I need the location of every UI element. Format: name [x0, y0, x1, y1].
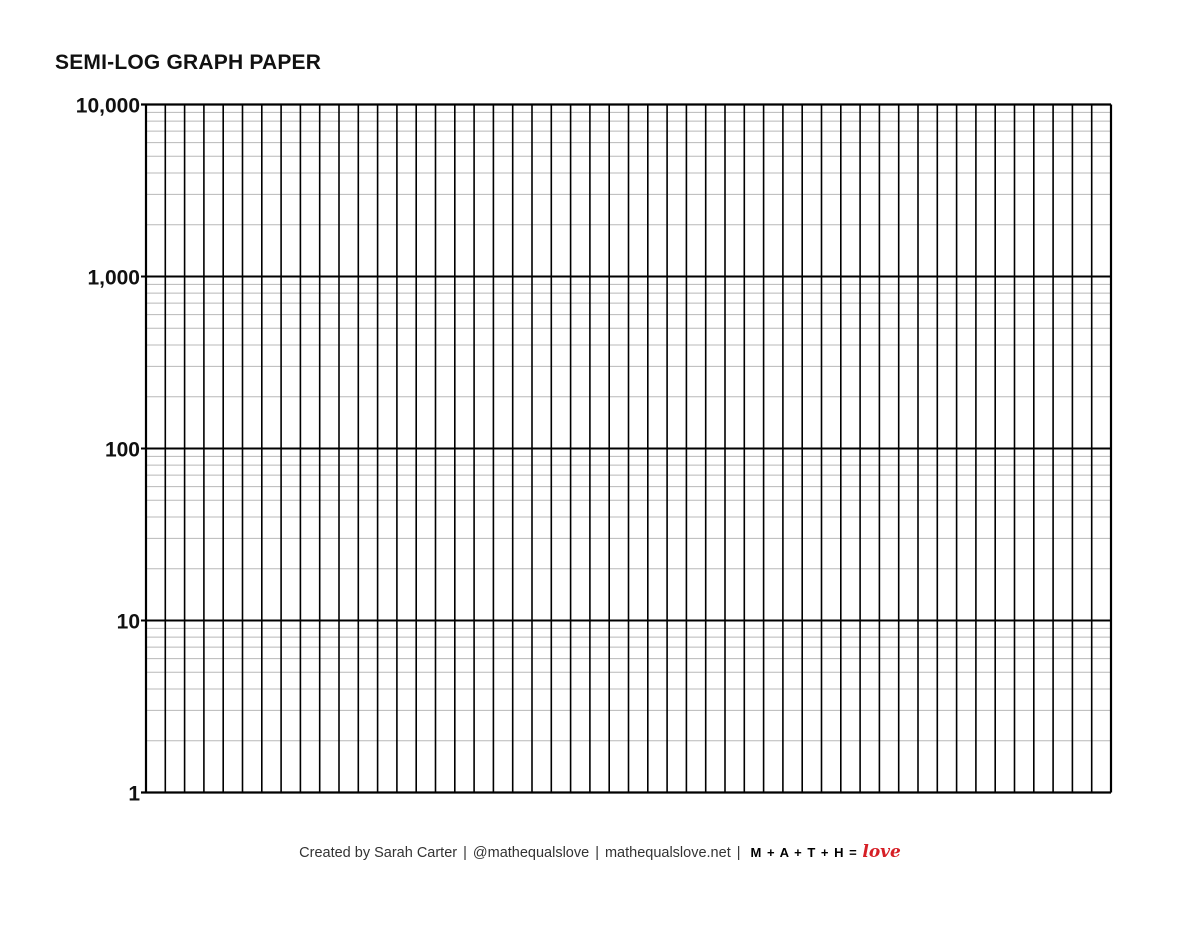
footer-site: mathequalslove.net [604, 845, 731, 861]
footer-separator: | [736, 845, 741, 861]
footer-separator: | [463, 845, 467, 861]
y-tick-label: 10 [116, 610, 140, 634]
footer-logo [750, 842, 901, 862]
footer-credit: Created by Sarah Carter [299, 845, 458, 861]
y-tick-label: 1,000 [87, 266, 140, 290]
y-tick-label: 1 [128, 782, 140, 806]
footer-logo-word: love [862, 842, 901, 862]
footer-logo-prefix: M + A + T + H = [750, 845, 858, 860]
y-tick-label: 100 [104, 438, 140, 462]
y-tick-labels [76, 95, 141, 806]
footer-handle: @mathequalslove [472, 845, 590, 861]
footer-separator: | [595, 845, 599, 861]
y-tick-label: 10,000 [75, 94, 140, 118]
page-title: SEMI-LOG GRAPH PAPER [55, 51, 322, 74]
footer [0, 840, 1200, 865]
